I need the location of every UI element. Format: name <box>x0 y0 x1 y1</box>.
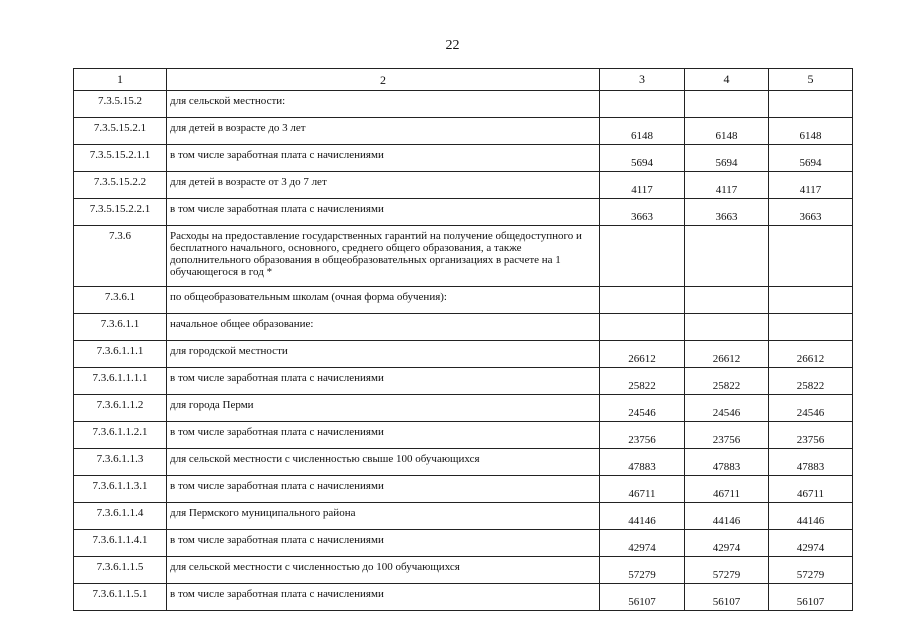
row-value-col5-cell: 44146 <box>769 503 853 530</box>
row-value-col4-cell: 24546 <box>685 395 769 422</box>
row-value-col3-cell: 6148 <box>600 118 685 145</box>
row-description-cell: в том числе заработная плата с начислениями <box>167 530 600 557</box>
row-value-col3-cell: 24546 <box>600 395 685 422</box>
row-code-cell: 7.3.5.15.2.1.1 <box>74 145 167 172</box>
table-row <box>74 395 853 422</box>
row-description-cell: в том числе заработная плата с начислениями <box>167 199 600 226</box>
row-description-cell: по общеобразовательным школам (очная форма обучения): <box>167 287 600 314</box>
row-value-col3-cell: 26612 <box>600 341 685 368</box>
row-code-cell: 7.3.5.15.2.1 <box>74 118 167 145</box>
row-value-col4-cell: 3663 <box>685 199 769 226</box>
row-value-col4-cell: 23756 <box>685 422 769 449</box>
row-value-col4-cell: 26612 <box>685 341 769 368</box>
row-value-col3-cell: 42974 <box>600 530 685 557</box>
row-value-col3-cell: 4117 <box>600 172 685 199</box>
row-code-cell: 7.3.5.15.2 <box>74 91 167 118</box>
table-row <box>74 287 853 314</box>
row-code-cell: 7.3.6.1.1.2.1 <box>74 422 167 449</box>
column-header-2: 2 <box>167 69 600 91</box>
row-value-col3-cell: 25822 <box>600 368 685 395</box>
row-description-cell: для города Перми <box>167 395 600 422</box>
column-header-4: 4 <box>685 69 769 91</box>
row-value-col5-cell: 46711 <box>769 476 853 503</box>
row-value-col5-cell: 42974 <box>769 530 853 557</box>
row-value-col5-cell: 4117 <box>769 172 853 199</box>
row-value-col3-cell: 23756 <box>600 422 685 449</box>
table-row <box>74 199 853 226</box>
table-row <box>74 145 853 172</box>
table-row <box>74 341 853 368</box>
row-description-cell: в том числе заработная плата с начислениями <box>167 584 600 611</box>
row-value-col5-cell: 6148 <box>769 118 853 145</box>
column-header-1: 1 <box>74 69 167 91</box>
table-row <box>74 172 853 199</box>
row-description-cell: для городской местности <box>167 341 600 368</box>
row-value-col4-cell <box>685 287 769 314</box>
row-value-col4-cell: 56107 <box>685 584 769 611</box>
row-value-col4-cell <box>685 226 769 287</box>
row-code-cell: 7.3.6.1 <box>74 287 167 314</box>
row-code-cell: 7.3.6.1.1.1 <box>74 341 167 368</box>
row-value-col3-cell: 44146 <box>600 503 685 530</box>
row-value-col3-cell: 57279 <box>600 557 685 584</box>
expenditure-table <box>73 68 853 611</box>
table-header-row <box>74 69 853 91</box>
row-value-col5-cell: 25822 <box>769 368 853 395</box>
row-value-col4-cell: 42974 <box>685 530 769 557</box>
row-code-cell: 7.3.6.1.1.3 <box>74 449 167 476</box>
row-value-col5-cell <box>769 226 853 287</box>
row-description-cell: для Пермского муниципального района <box>167 503 600 530</box>
row-code-cell: 7.3.6.1.1.4.1 <box>74 530 167 557</box>
row-value-col3-cell <box>600 314 685 341</box>
row-value-col3-cell: 46711 <box>600 476 685 503</box>
row-value-col4-cell: 46711 <box>685 476 769 503</box>
row-value-col5-cell <box>769 287 853 314</box>
row-description-cell: для сельской местности с численностью до 100 обучающихся <box>167 557 600 584</box>
table-row <box>74 530 853 557</box>
table-row <box>74 422 853 449</box>
table-row <box>74 91 853 118</box>
row-value-col5-cell: 57279 <box>769 557 853 584</box>
row-description-cell: в том числе заработная плата с начислениями <box>167 368 600 395</box>
page-number: 22 <box>445 38 460 53</box>
row-code-cell: 7.3.6.1.1.5 <box>74 557 167 584</box>
row-value-col4-cell: 47883 <box>685 449 769 476</box>
row-code-cell: 7.3.6.1.1.3.1 <box>74 476 167 503</box>
row-value-col4-cell: 25822 <box>685 368 769 395</box>
row-description-cell: в том числе заработная плата с начислениями <box>167 476 600 503</box>
row-description-cell: для сельской местности: <box>167 91 600 118</box>
row-code-cell: 7.3.5.15.2.2.1 <box>74 199 167 226</box>
row-value-col3-cell <box>600 287 685 314</box>
table-row <box>74 476 853 503</box>
table-row <box>74 557 853 584</box>
row-value-col5-cell <box>769 314 853 341</box>
row-value-col5-cell: 56107 <box>769 584 853 611</box>
row-code-cell: 7.3.6.1.1.5.1 <box>74 584 167 611</box>
table-row <box>74 368 853 395</box>
row-value-col5-cell: 23756 <box>769 422 853 449</box>
row-description-cell: для детей в возрасте от 3 до 7 лет <box>167 172 600 199</box>
row-description-cell: Расходы на предоставление государственных гарантий на получение общедоступного и бесплатного начального, основного, среднего общего образования, а также дополнительного образования в общеобразовательных организациях в расчете на 1 обучающегося в год * <box>167 226 600 287</box>
row-description-cell: для детей в возрасте до 3 лет <box>167 118 600 145</box>
table-row <box>74 584 853 611</box>
row-description-cell: для сельской местности с численностью свыше 100 обучающихся <box>167 449 600 476</box>
table-row <box>74 118 853 145</box>
row-value-col4-cell: 4117 <box>685 172 769 199</box>
row-value-col4-cell: 5694 <box>685 145 769 172</box>
row-value-col3-cell: 3663 <box>600 199 685 226</box>
row-value-col5-cell: 5694 <box>769 145 853 172</box>
row-value-col5-cell: 24546 <box>769 395 853 422</box>
row-code-cell: 7.3.6.1.1.4 <box>74 503 167 530</box>
row-description-cell: в том числе заработная плата с начислениями <box>167 422 600 449</box>
table-row <box>74 503 853 530</box>
column-header-3: 3 <box>600 69 685 91</box>
row-value-col3-cell: 47883 <box>600 449 685 476</box>
row-value-col5-cell: 26612 <box>769 341 853 368</box>
row-code-cell: 7.3.6 <box>74 226 167 287</box>
row-code-cell: 7.3.6.1.1.2 <box>74 395 167 422</box>
row-code-cell: 7.3.6.1.1.1.1 <box>74 368 167 395</box>
row-value-col4-cell <box>685 314 769 341</box>
row-value-col3-cell <box>600 226 685 287</box>
row-code-cell: 7.3.6.1.1 <box>74 314 167 341</box>
row-value-col3-cell: 56107 <box>600 584 685 611</box>
row-description-cell: в том числе заработная плата с начислениями <box>167 145 600 172</box>
row-value-col3-cell <box>600 91 685 118</box>
row-code-cell: 7.3.5.15.2.2 <box>74 172 167 199</box>
row-value-col4-cell: 57279 <box>685 557 769 584</box>
column-header-5: 5 <box>769 69 853 91</box>
row-value-col3-cell: 5694 <box>600 145 685 172</box>
table-row <box>74 226 853 287</box>
row-value-col5-cell: 47883 <box>769 449 853 476</box>
row-value-col4-cell: 44146 <box>685 503 769 530</box>
row-value-col4-cell <box>685 91 769 118</box>
row-value-col4-cell: 6148 <box>685 118 769 145</box>
table-row <box>74 314 853 341</box>
row-value-col5-cell <box>769 91 853 118</box>
row-value-col5-cell: 3663 <box>769 199 853 226</box>
table-row <box>74 449 853 476</box>
row-description-cell: начальное общее образование: <box>167 314 600 341</box>
